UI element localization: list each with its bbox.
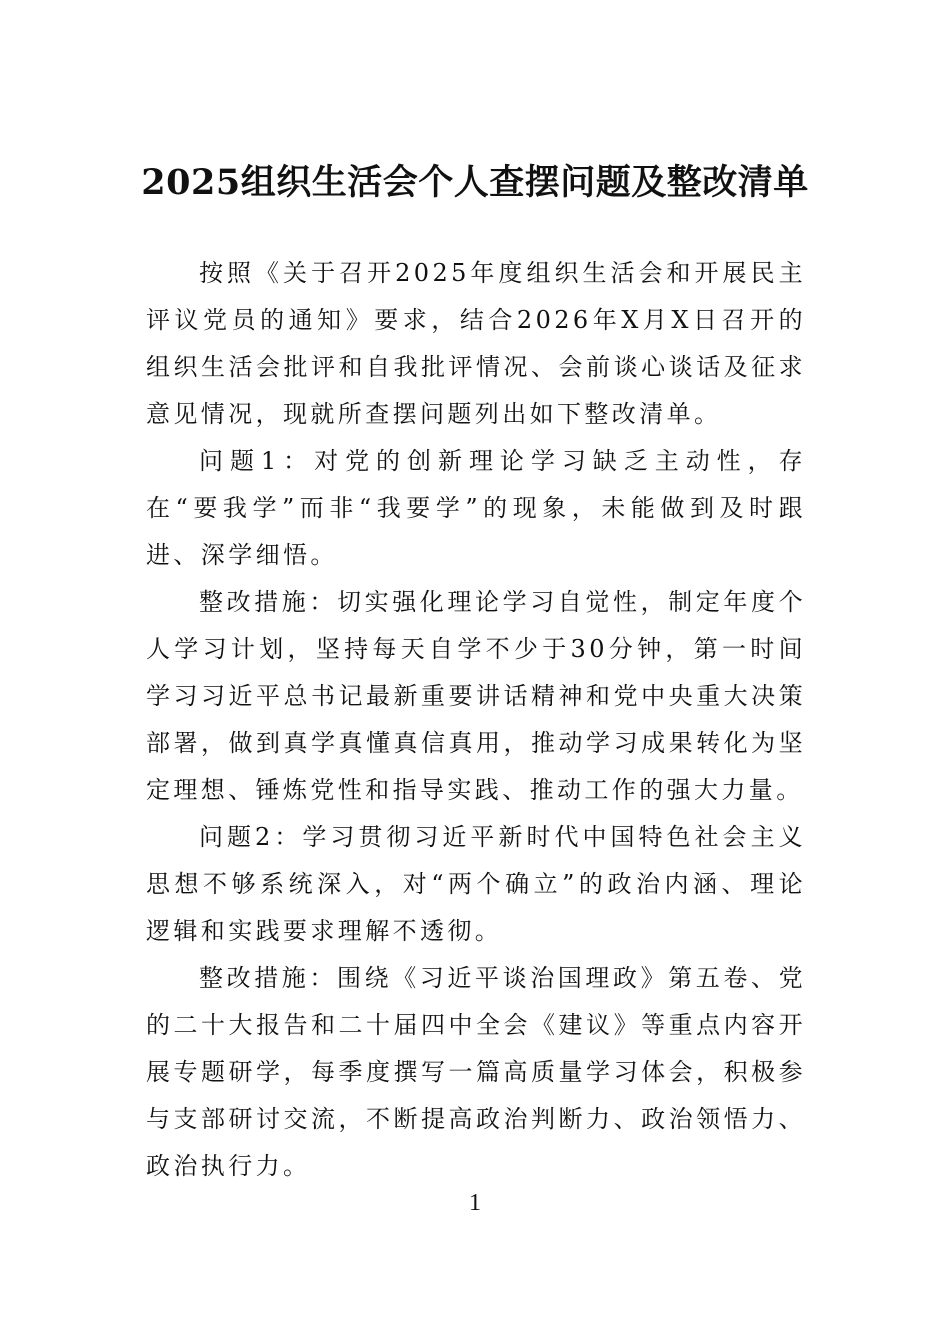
document-title: 2025组织生活会个人查摆问题及整改清单	[141, 162, 809, 203]
document-body	[146, 250, 806, 1190]
problem-1-paragraph: 问题1：对党的创新理论学习缺乏主动性，存在“要我学”而非“我要学”的现象，未能做到及时跟进、深学细悟。	[146, 447, 806, 569]
measure-2-paragraph: 整改措施：围绕《习近平谈治国理政》第五卷、党的二十大报告和二十届四中全会《建议》等重点内容开展专题研学，每季度撰写一篇高质量学习体会，积极参与支部研讨交流，不断提高政治判断力、政治领悟力、政治执行力。	[146, 964, 806, 1180]
page-number: 1	[469, 1190, 481, 1216]
problem-2-paragraph: 问题2：学习贯彻习近平新时代中国特色社会主义思想不够系统深入，对“两个确立”的政治内涵、理论逻辑和实践要求理解不透彻。	[146, 823, 806, 945]
intro-paragraph: 按照《关于召开2025年度组织生活会和开展民主评议党员的通知》要求，结合2026年X月X日召开的组织生活会批评和自我批评情况、会前谈心谈话及征求意见情况，现就所查摆问题列出如下整改清单。	[146, 259, 806, 428]
measure-1-paragraph: 整改措施：切实强化理论学习自觉性，制定年度个人学习计划，坚持每天自学不少于30分钟，第一时间学习习近平总书记最新重要讲话精神和党中央重大决策部署，做到真学真懂真信真用，推动学习成果转化为坚定理想、锤炼党性和指导实践、推动工作的强大力量。	[146, 588, 806, 804]
